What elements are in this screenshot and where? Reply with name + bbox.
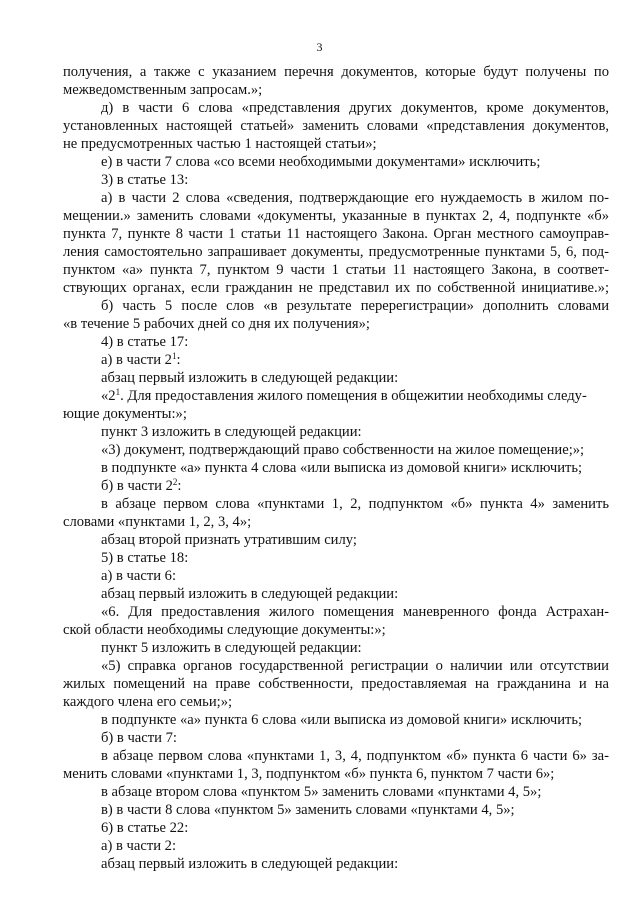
text-line: е) в части 7 слова «со всеми необходимыми документами» исключить; (101, 154, 541, 170)
text-line: пункта 7, пункте 8 части 1 статьи 11 настоящего Закона. Орган местного самоуправ- (63, 226, 609, 242)
document-body (63, 63, 609, 873)
text-line: б) часть 5 после слов «в результате перерегистрации» дополнить словами (101, 298, 609, 314)
text-line: в подпункте «а» пункта 6 слова «или выписка из домовой книги» исключить; (101, 712, 583, 728)
text-line-tail: . Для предоставления жилого помещения в общежитии необходимы следу- (120, 388, 587, 404)
text-line: 3) в статье 13: (101, 172, 189, 188)
text-line: «3) документ, подтверждающий право собственности на жилое помещение;»; (101, 442, 585, 458)
text-line: а) в части 6: (101, 568, 177, 584)
text-line: каждого члена его семьи;»; (63, 694, 233, 710)
text-line: ствующих органах, если гражданин не представил их по собственной инициативе.»; (63, 280, 609, 296)
text-line: 5) в статье 18: (101, 550, 189, 566)
text-line-main: «2 (101, 388, 116, 404)
text-line: словами «пунктами 1, 2, 3, 4»; (63, 514, 252, 530)
text-line-tail: : (176, 352, 181, 368)
superscript: 1 (171, 351, 177, 361)
text-line: 4) в статье 17: (101, 334, 189, 350)
text-line: получения, а также с указанием перечня документов, которые будут получены по (63, 64, 609, 80)
text-line: а) в части 2 слова «сведения, подтверждающие его нуждаемость в жилом по- (101, 190, 609, 206)
text-line: в подпункте «а» пункта 4 слова «или выписка из домовой книги» исключить; (101, 460, 583, 476)
text-line-tail: : (177, 478, 182, 494)
text-line-main: а) в части 2 (101, 352, 172, 368)
text-line: ющие документы:»; (63, 406, 187, 422)
text-line: «6. Для предоставления жилого помещения маневренного фонда Астрахан- (101, 604, 609, 620)
text-line: «5) справка органов государственной регистрации о наличии или отсутствии (101, 658, 609, 674)
text-line: установленных настоящей статьей» заменить словами «представления документов, (63, 118, 609, 134)
text-line (63, 387, 609, 405)
text-line: пунктом «а» пункта 7, пунктом 9 части 1 статьи 11 настоящего Закона, в соответ- (63, 262, 609, 278)
text-line-main: б) в части 2 (101, 478, 173, 494)
text-line: межведомственным запросам.»; (63, 82, 263, 98)
text-line: в абзаце первом слова «пунктами 1, 3, 4, подпунктом «б» пункта 6 части 6» за- (101, 748, 609, 764)
text-line: мещении.» заменить словами «документы, указанные в пунктах 2, 4, подпункте «б» (63, 208, 609, 224)
page-number: 3 (316, 40, 323, 54)
text-line: пункт 5 изложить в следующей редакции: (101, 640, 362, 656)
text-line: менить словами «пунктами 1, 3, подпунктом «б» пункта 6, пунктом 7 части 6»; (63, 766, 555, 782)
text-line: абзац первый изложить в следующей редакции: (101, 370, 399, 386)
text-line: абзац первый изложить в следующей редакции: (101, 586, 399, 602)
text-line: 6) в статье 22: (101, 820, 189, 836)
text-line: д) в части 6 слова «представления других документов, кроме документов, (101, 100, 609, 116)
text-line: пункт 3 изложить в следующей редакции: (101, 424, 362, 440)
text-line: абзац первый изложить в следующей редакции: (101, 856, 399, 872)
text-line: абзац второй признать утратившим силу; (101, 532, 357, 548)
text-line: б) в части 7: (101, 730, 177, 746)
superscript: 1 (115, 387, 121, 397)
text-line: в) в части 8 слова «пунктом 5» заменить словами «пунктами 4, 5»; (101, 802, 515, 818)
text-line: а) в части 2: (101, 838, 177, 854)
text-line: жилых помещений на праве собственности, предоставляемая на гражданина и на (63, 676, 609, 692)
text-line: не предусмотренных частью 1 настоящей статьи»; (63, 136, 377, 152)
text-line: в абзаце втором слова «пунктом 5» заменить словами «пунктами 4, 5»; (101, 784, 542, 800)
text-line: в абзаце первом слова «пунктами 1, 2, подпунктом «б» пункта 4» заменить (101, 496, 609, 512)
text-line: ления самостоятельно запрашивает документы, предусмотренные пунктами 5, 6, под- (63, 244, 609, 260)
text-line (63, 477, 609, 495)
text-line (63, 351, 609, 369)
text-line: ской области необходимы следующие документы:»; (63, 622, 386, 638)
superscript: 2 (172, 477, 178, 487)
text-line: «в течение 5 рабочих дней со дня их получения»; (63, 316, 370, 332)
